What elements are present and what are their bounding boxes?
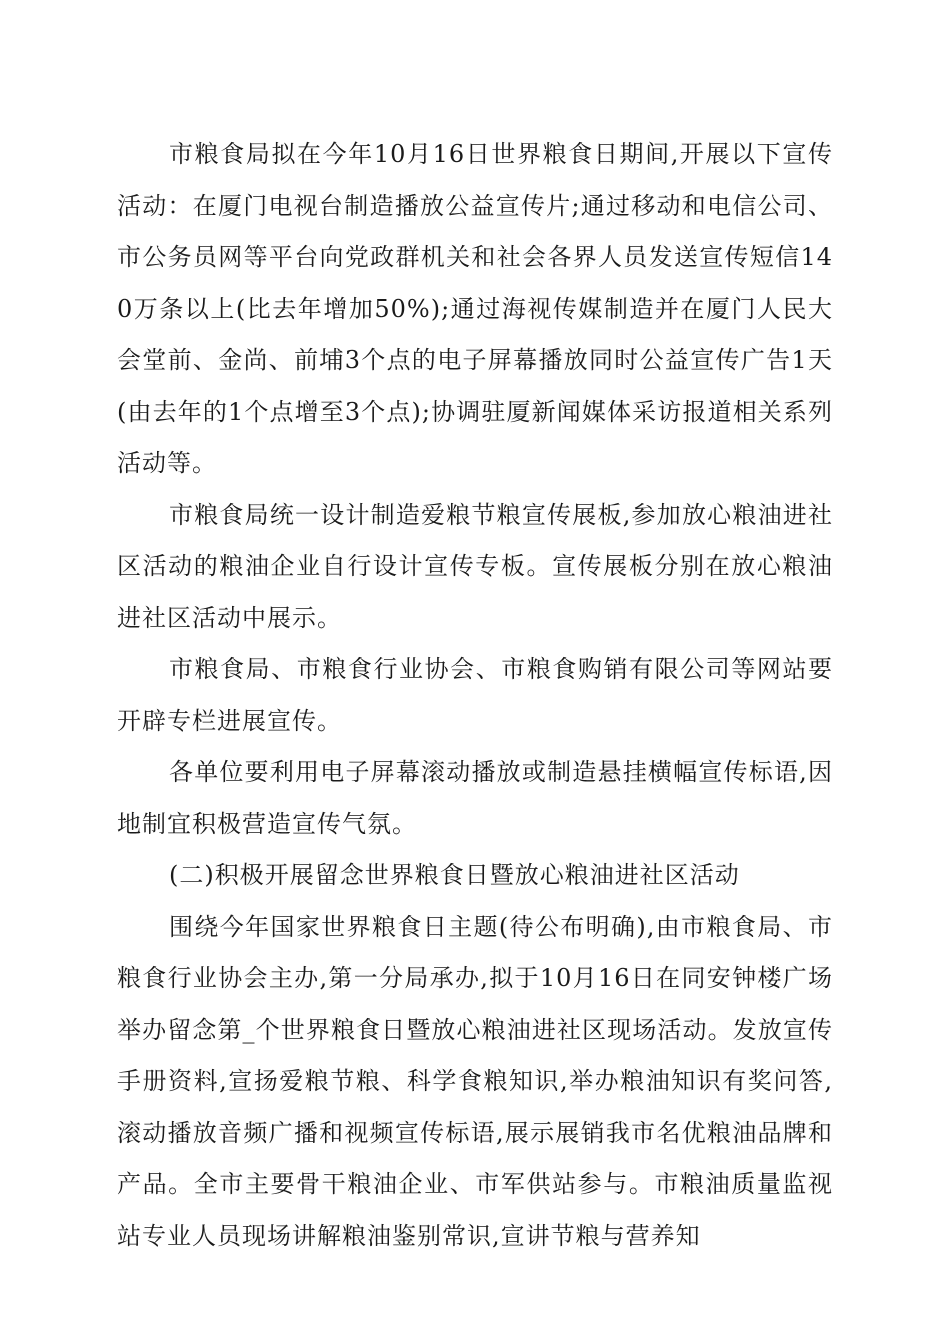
paragraph-website-columns: 市粮食局、市粮食行业协会、市粮食购销有限公司等网站要开辟专栏进展宣传。 xyxy=(117,655,833,735)
paragraph-community-event: 围绕今年国家世界粮食日主题(待公布明确),由市粮食局、市粮食行业协会主办,第一分局承办,拟于10月16日在同安钟楼广场举办留念第_个世界粮食日暨放心粮油进社区现场活动。发放宣传手册资料,宣扬爱粮节粮、科学食粮知识,举办粮油知识有奖问答,滚动播放音频广播和视频宣传标语,展示展销我市名优粮油品牌和产品。全市主要骨干粮油企业、市军供站参与。市粮油质量监视站专业人员现场讲解粮油鉴别常识,宣讲节粮与营养知 xyxy=(117,912,833,1250)
section-heading-community-activity: (二)积极开展留念世界粮食日暨放心粮油进社区活动 xyxy=(169,861,740,889)
paragraph-banners: 各单位要利用电子屏幕滚动播放或制造悬挂横幅宣传标语,因地制宜积极营造宣传气氛。 xyxy=(117,758,833,838)
paragraph-publicity-activities: 市粮食局拟在今年10月16日世界粮食日期间,开展以下宣传活动：在厦门电视台制造播放公益宣传片;通过移动和电信公司、市公务员网等平台向党政群机关和社会各界人员发送宣传短信140万条以上(比去年增加50%);通过海视传媒制造并在厦门人民大会堂前、金尚、前埔3个点的电子屏幕播放同时公益宣传广告1天(由去年的1个点增至3个点);协调驻厦新闻媒体采访报道相关系列活动等。 xyxy=(117,140,833,477)
paragraph-display-boards: 市粮食局统一设计制造爱粮节粮宣传展板,参加放心粮油进社区活动的粮油企业自行设计宣传专板。宣传展板分别在放心粮油进社区活动中展示。 xyxy=(117,500,833,632)
document-body xyxy=(117,129,833,1262)
